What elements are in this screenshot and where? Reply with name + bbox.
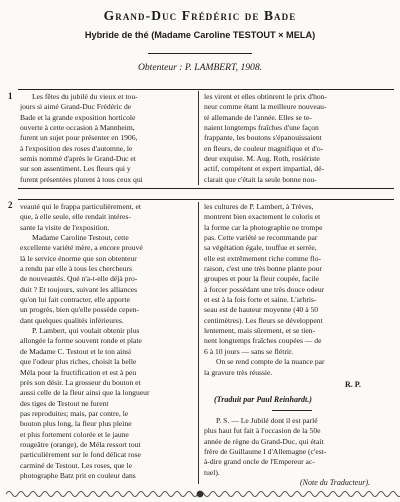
ornament-swirl bbox=[18, 492, 30, 497]
text-line: de Madame C. Testout et le ton ainsi bbox=[20, 346, 132, 356]
ps-rule bbox=[272, 410, 312, 411]
page-number-1: 1 bbox=[8, 91, 13, 101]
text-line: pas. Cette variété se recommande par bbox=[204, 233, 318, 243]
text-line: montrent bien exactement le coloris et bbox=[204, 212, 321, 222]
text-line: ouverte à cette occasion à Mannheim, bbox=[20, 123, 135, 133]
text-line: sa végétation égale, touffue et serrée, bbox=[204, 243, 317, 253]
text-line: année de règne du Grand-Duc, qui était bbox=[204, 436, 324, 446]
signature: R. P. bbox=[345, 380, 361, 389]
text-line: des tiges de Testout ne furent bbox=[20, 398, 109, 408]
text-line: à forcer possédant une très douce odeur bbox=[204, 284, 325, 294]
ornament-swirl bbox=[282, 492, 294, 497]
ornament-swirl bbox=[150, 492, 162, 497]
text-line: lentement, mais sûrement, et se tien- bbox=[204, 326, 316, 336]
article-subtitle: Hybride de thé (Madame Caroline TESTOUT × MELA) bbox=[84, 30, 316, 40]
text-line: la gravure très réussie. bbox=[204, 367, 273, 377]
text-line: à-dire grand oncle de l'Empereur ac- bbox=[204, 457, 315, 467]
text-line: sante la visite de l'exposition. bbox=[20, 222, 110, 232]
text-line: furent un sujet pour présenter en 1906, bbox=[20, 133, 138, 143]
postscript bbox=[204, 416, 384, 478]
section1-right-column bbox=[204, 92, 384, 185]
text-line: elle est extrêmement riche comme flo- bbox=[204, 253, 322, 263]
text-line: Bade et la grande exposition horticole bbox=[20, 112, 136, 122]
ornament-swirl bbox=[102, 492, 114, 497]
section1-bottom-rule bbox=[18, 188, 394, 189]
translator-note: (Note du Traducteur). bbox=[300, 478, 370, 487]
text-line: les cultures de P. Lambert, à Trèves, bbox=[204, 202, 314, 211]
text-line: particulièrement sur le fond délicat rose bbox=[20, 450, 141, 460]
text-line: là le service énorme que son obtenteur bbox=[20, 253, 137, 263]
ornament-swirl bbox=[330, 492, 342, 497]
ornament-swirl bbox=[54, 492, 66, 497]
ornamental-border bbox=[0, 488, 400, 500]
ornament-swirl bbox=[378, 492, 390, 497]
text-line: neur comme étant la meilleure nouveau- bbox=[204, 102, 327, 112]
text-line: de nouveautés. Qué n'a-t-elle déjà pro- bbox=[20, 274, 138, 284]
text-line: et plus fortement colorée et le jaune bbox=[20, 429, 129, 439]
text-line: Les fêtes du jubilé du vieux et tou- bbox=[32, 92, 138, 101]
text-line: jours si aimé Grand-Duc Frédéric de bbox=[20, 102, 132, 112]
text-line: P. S. — Le Jubilé dont il est parlé bbox=[216, 416, 318, 425]
text-line: plus haut fut fait à l'occasion de la 50e bbox=[204, 426, 321, 436]
ornament-swirl bbox=[114, 492, 126, 497]
section2-top-rule bbox=[18, 199, 394, 200]
text-line: rougeâtre (orange), de Méla ressort tout bbox=[20, 439, 141, 449]
text-line: qu'on lui fait contracter, elle apporte bbox=[20, 295, 130, 305]
ornament-swirl bbox=[30, 492, 42, 497]
text-line: carminé de Testout. Les roses, que le bbox=[20, 460, 132, 470]
text-line: té allemande de l'année. Elles se te- bbox=[204, 112, 312, 122]
title-rule bbox=[148, 53, 252, 54]
text-line: en fleurs, de couleur magnifique et d'o- bbox=[204, 143, 324, 153]
ornament-swirl bbox=[42, 492, 54, 497]
text-line: à l'exposition des roses d'automne, le bbox=[20, 143, 133, 153]
text-line: que l'odeur plus riches, choisit la belle bbox=[20, 357, 137, 367]
section2-right-column bbox=[204, 202, 384, 378]
ornament-swirl bbox=[258, 492, 270, 497]
ornament-swirl bbox=[138, 492, 150, 497]
ornament-swirl bbox=[318, 492, 330, 497]
text-line: deur exquise. M. Aug. Roth, rosiériste bbox=[204, 154, 320, 164]
text-line: photographe Batz prit en couleur dans bbox=[20, 470, 136, 480]
ornament-swirl bbox=[306, 492, 318, 497]
ornament-swirl bbox=[294, 492, 306, 497]
ornament-swirl bbox=[174, 492, 186, 497]
section2-left-column bbox=[20, 202, 194, 481]
text-line: bouton plus long, la fleur plus pleine bbox=[20, 419, 132, 429]
section2-column-divider bbox=[198, 202, 199, 484]
text-line: a rendu par elle à tous les chercheurs bbox=[20, 264, 132, 274]
article-title: Grand-Duc Frédéric de Bade bbox=[103, 8, 297, 23]
text-line: tuel). bbox=[204, 467, 220, 477]
section1-left-column bbox=[20, 92, 194, 185]
text-line: P. Lambert, qui voulait obtenir plus bbox=[32, 326, 140, 336]
text-line: Madame Caroline Testout, cette bbox=[32, 233, 129, 243]
section1-top-rule bbox=[18, 89, 394, 90]
ornament-swirl bbox=[366, 492, 378, 497]
text-line: actif, compétent et expert impartial, dé- bbox=[204, 164, 324, 174]
text-line: pas reproduites; mais, par contre, le bbox=[20, 408, 129, 418]
text-line: que, à elle seule, elle rendait intéres- bbox=[20, 212, 131, 222]
ornament-swirl bbox=[342, 492, 354, 497]
text-line: excellente variété mère, a encore prouvé bbox=[20, 243, 143, 253]
text-line: Méla pour la fructification et est à peu bbox=[20, 367, 137, 377]
text-line: 6 à 10 jours — sans se flétrir. bbox=[204, 346, 294, 356]
ornament-swirl bbox=[126, 492, 138, 497]
ornament-swirl bbox=[390, 492, 400, 497]
ornament-swirl bbox=[6, 492, 18, 497]
text-line: frère de Guillaume I d'Allemagne (c'est- bbox=[204, 447, 327, 457]
text-line: les virent et elles obtinrent le prix d'hon- bbox=[204, 92, 328, 101]
text-line: On se rend compte de la nuance par bbox=[216, 357, 325, 367]
text-line: et est à la fois forte et saine. L'arbris- bbox=[204, 295, 317, 305]
text-line: nent longtemps fraîches coupées — de bbox=[204, 336, 322, 346]
text-line: près son désir. La grosseur du bouton et bbox=[20, 377, 141, 387]
translator-credit: (Traduit par Paul Reinhardt.) bbox=[214, 395, 312, 404]
text-line: clarait que c'était la seule bonne nou- bbox=[204, 174, 317, 184]
ornament-swirl bbox=[270, 492, 282, 497]
text-line: naient longtemps fraîches d'une façon bbox=[204, 123, 319, 133]
ornament-swirl bbox=[246, 492, 258, 497]
text-line: semis nommé d'après le Grand-Duc et bbox=[20, 154, 136, 164]
text-line: un progrès, bien qu'elle possède cepen- bbox=[20, 305, 140, 315]
ornament-swirl bbox=[186, 492, 198, 497]
text-line: raison, c'est une très bonne plante pour bbox=[204, 264, 322, 274]
text-line: dant quelques qualités inférieures. bbox=[20, 315, 124, 325]
ornament-swirl bbox=[210, 492, 222, 497]
ornament-swirl bbox=[78, 492, 90, 497]
text-line: aussi celle de la fleur ainsi que la longueur bbox=[20, 388, 150, 398]
page-number-2: 2 bbox=[8, 200, 13, 210]
ornament-swirl bbox=[90, 492, 102, 497]
section1-column-divider bbox=[198, 91, 199, 185]
ornament-swirl bbox=[234, 492, 246, 497]
text-line: seau est de hauteur moyenne (40 à 50 bbox=[204, 305, 319, 315]
ornament-swirl bbox=[222, 492, 234, 497]
text-line: furent présentées plurent à tous ceux qui bbox=[20, 174, 143, 184]
obtenteur-line: Obtenteur : P. LAMBERT, 1908. bbox=[137, 62, 263, 73]
text-line: veauté qui le frappa particulièrement, et bbox=[20, 202, 142, 211]
text-line: allongée la forme souvent ronde et plate bbox=[20, 336, 142, 346]
ornament-swirl bbox=[162, 492, 174, 497]
text-line: la forme car la photographie ne trompe bbox=[204, 222, 323, 232]
text-line: groupes et pour la fleur coupée, facile bbox=[204, 274, 319, 284]
text-line: sur son assentiment. Les fleurs qui y bbox=[20, 164, 131, 174]
text-line: frappante, les boutons s'épanouissaient bbox=[204, 133, 322, 143]
ornament-swirl bbox=[354, 492, 366, 497]
ornament-swirl bbox=[66, 492, 78, 497]
text-line: centimètres). Les fleurs se développent bbox=[204, 315, 323, 325]
ornament-center bbox=[197, 491, 203, 497]
text-line: duit ? Et toujours, suivant les alliances bbox=[20, 284, 138, 294]
